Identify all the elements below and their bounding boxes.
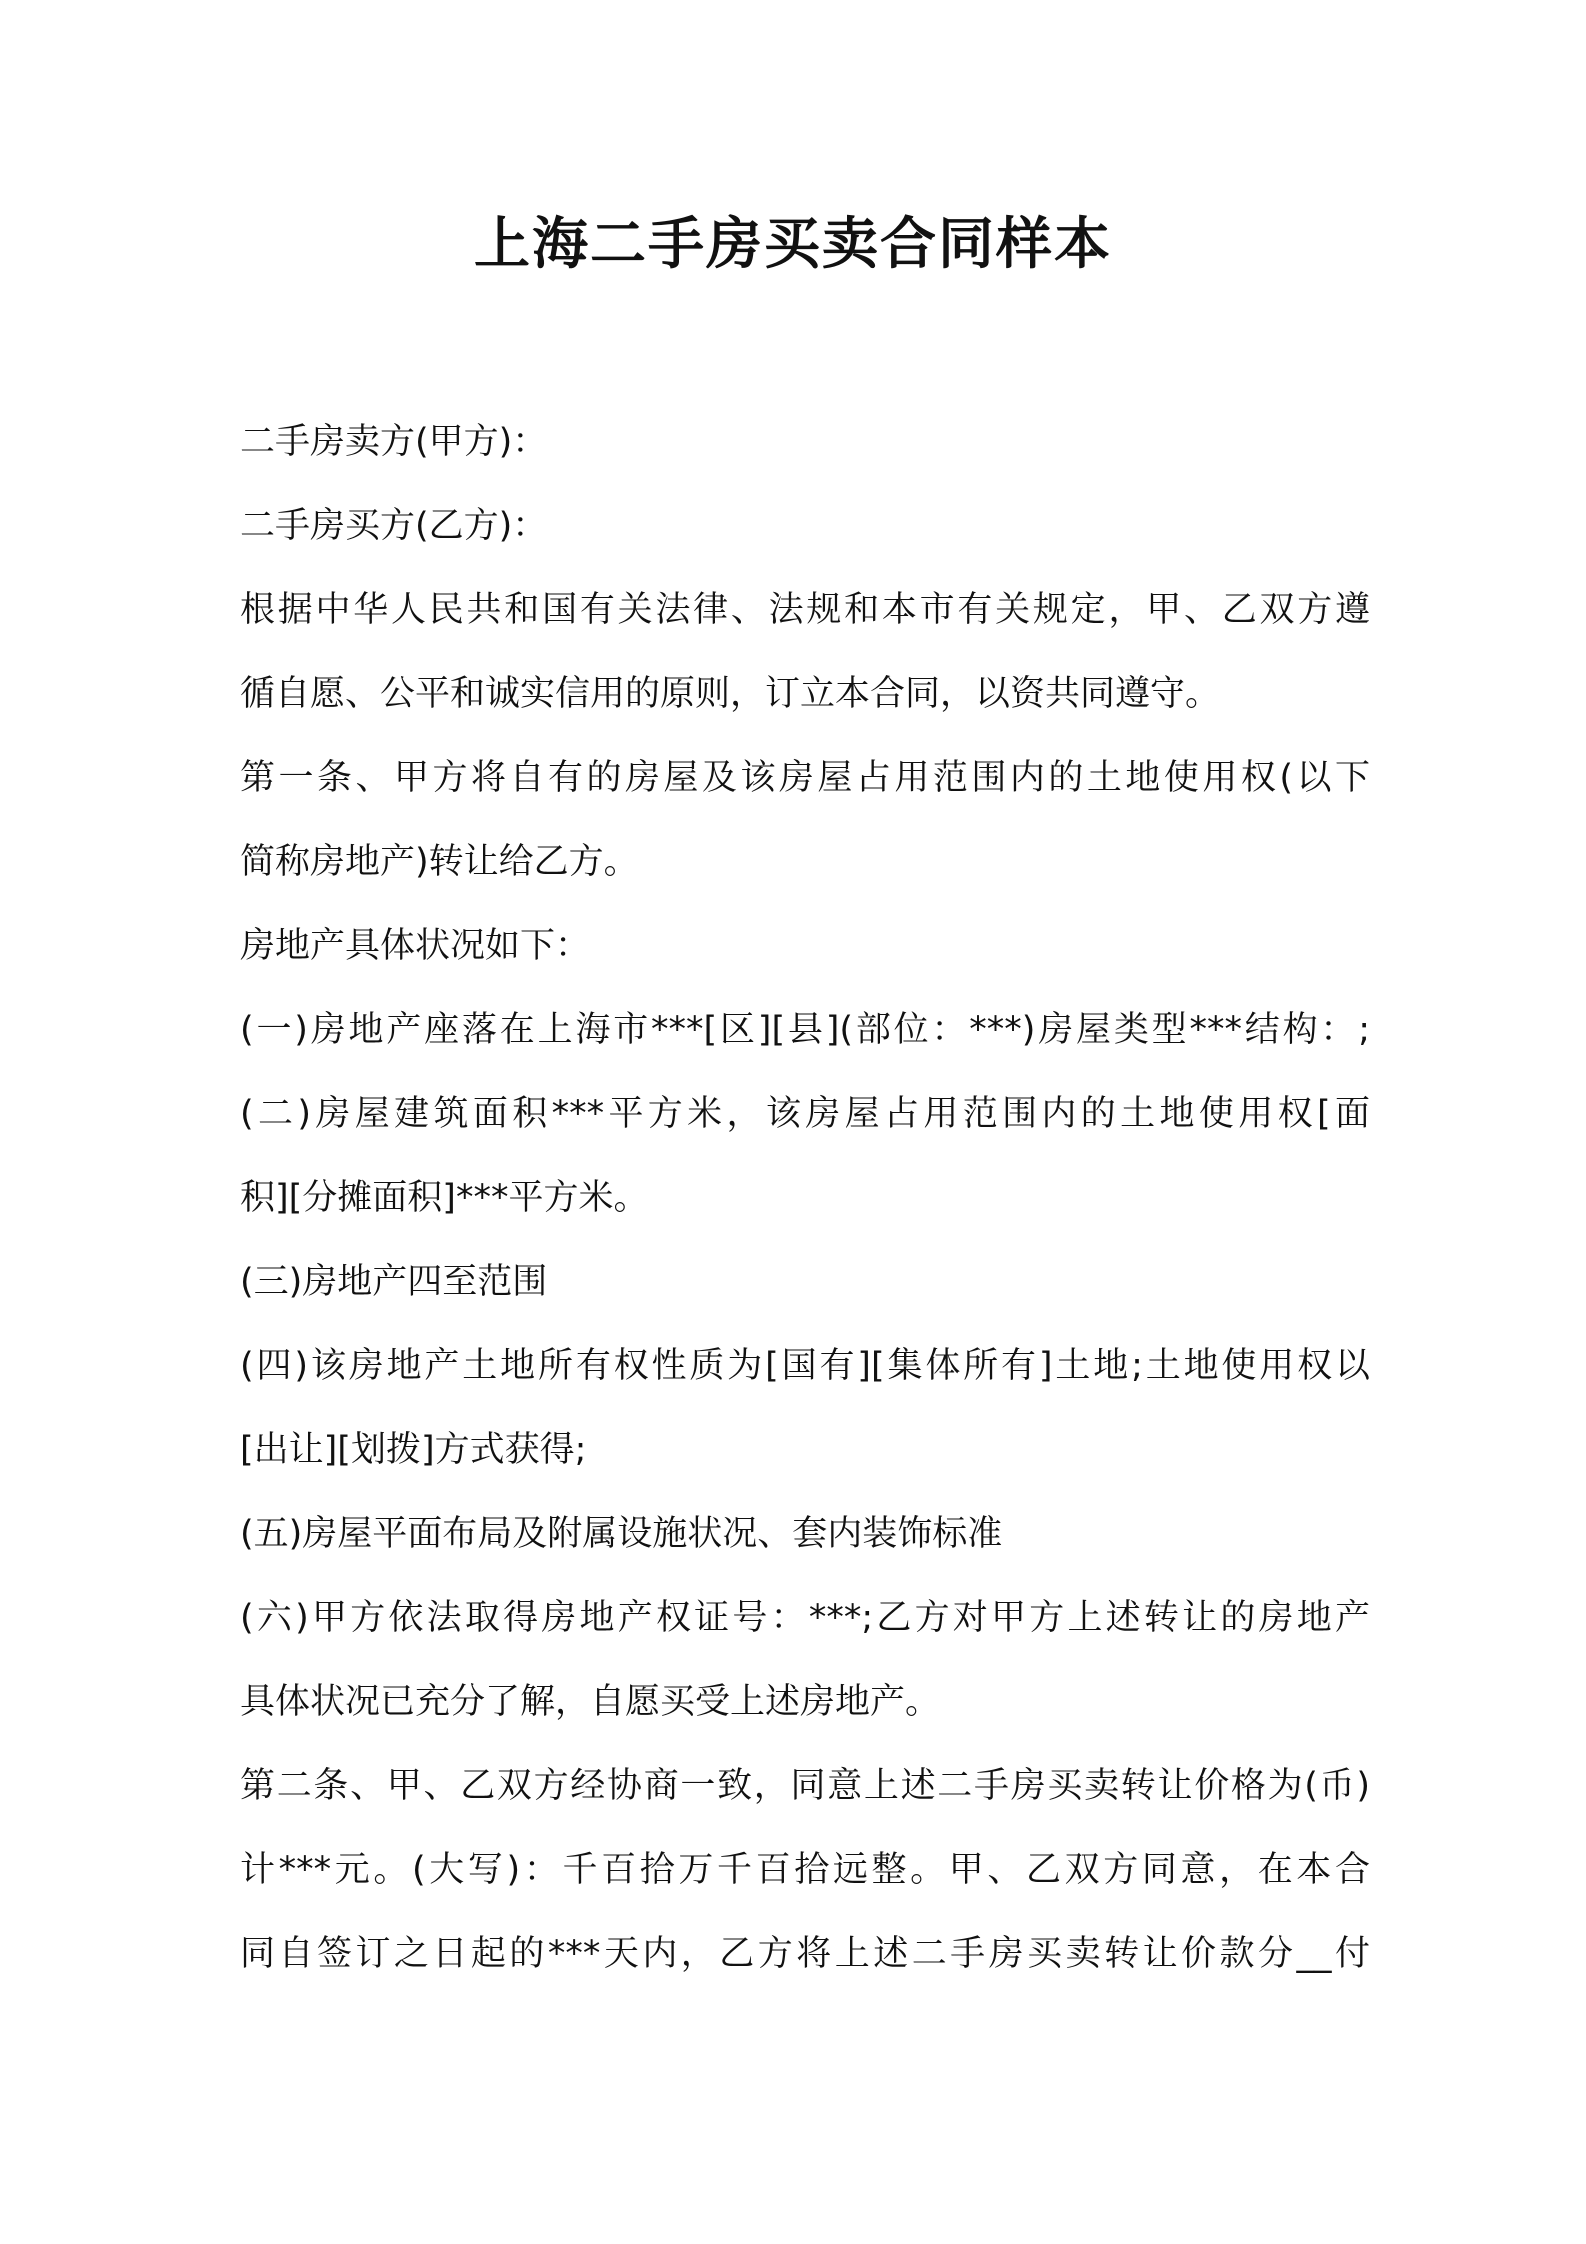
document-body — [240, 400, 1370, 1996]
paragraph-line: 循自愿、公平和诚实信用的原则，订立本合同，以资共同遵守。 — [240, 674, 1221, 714]
item-3-line: (三)房地产四至范围 — [240, 1262, 548, 1302]
document-title: 上海二手房买卖合同样本 — [474, 212, 1112, 277]
item-6-line: 具体状况已充分了解，自愿买受上述房地产。 — [240, 1682, 941, 1722]
item-5-line: (五)房屋平面布局及附属设施状况、套内装饰标准 — [240, 1514, 1003, 1554]
item-4-line: [出让][划拨]方式获得; — [240, 1430, 587, 1470]
item-6-line: (六)甲方依法取得房地产权证号：***;乙方对甲方上述转让的房地产 — [240, 1598, 1370, 1638]
seller-line: 二手房卖方(甲方)： — [240, 422, 548, 462]
property-heading: 房地产具体状况如下： — [240, 926, 591, 966]
item-4-line: (四)该房地产土地所有权性质为[国有][集体所有]土地;土地使用权以 — [240, 1346, 1370, 1386]
article-1-line: 第一条、甲方将自有的房屋及该房屋占用范围内的土地使用权(以下 — [240, 758, 1370, 798]
item-1-line: (一)房地产座落在上海市***[区][县](部位：***)房屋类型***结构：; — [240, 1010, 1370, 1050]
article-2-line: 计***元。(大写)：千百拾万千百拾远整。甲、乙双方同意，在本合 — [240, 1850, 1370, 1890]
article-1-line: 简称房地产)转让给乙方。 — [240, 842, 639, 882]
paragraph-line: 根据中华人民共和国有关法律、法规和本市有关规定，甲、乙双方遵 — [240, 590, 1370, 630]
article-2-line: 第二条、甲、乙双方经协商一致，同意上述二手房买卖转让价格为(币) — [240, 1766, 1370, 1806]
buyer-line: 二手房买方(乙方)： — [240, 506, 548, 546]
article-2-line: 同自签订之日起的***天内，乙方将上述二手房买卖转让价款分__付 — [240, 1934, 1370, 1974]
item-2-line: (二)房屋建筑面积***平方米，该房屋占用范围内的土地使用权[面 — [240, 1094, 1370, 1134]
item-2-line: 积][分摊面积]***平方米。 — [240, 1178, 649, 1218]
